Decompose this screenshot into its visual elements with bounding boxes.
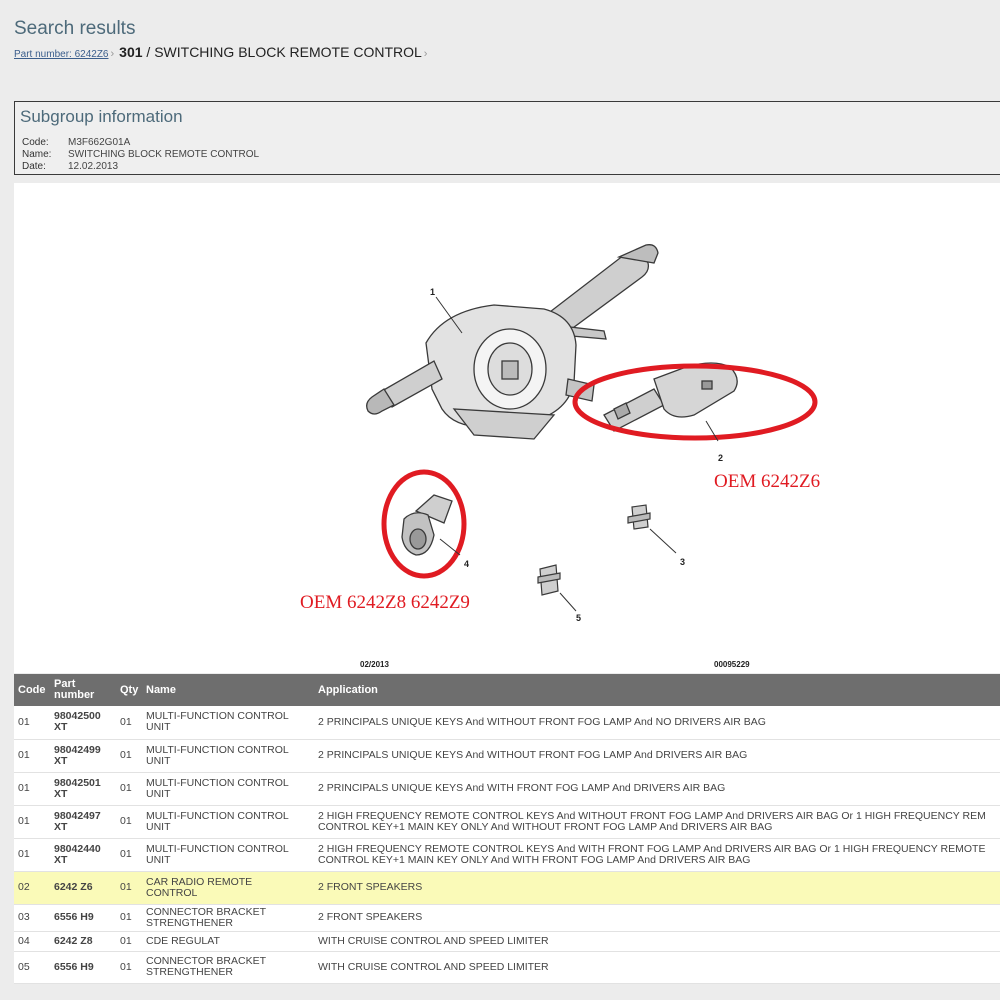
cell-code-line: 05 xyxy=(18,960,30,973)
cell-name-line: CONNECTOR BRACKET xyxy=(146,905,266,918)
cell-part-number xyxy=(50,706,116,739)
cell-name xyxy=(142,772,314,805)
cell-qty-line: 01 xyxy=(120,881,132,893)
cell-application-line: CONTROL KEY+1 MAIN KEY ONLY And WITHOUT FRONT FOG LAMP And DRIVERS AIR BAG xyxy=(318,820,773,833)
breadcrumb xyxy=(14,44,432,64)
cell-name-line: MULTI-FUNCTION CONTROL xyxy=(146,842,289,855)
cell-part-number xyxy=(50,951,116,983)
subgroup-date-row xyxy=(22,161,259,173)
cell-qty-line: 01 xyxy=(120,960,132,973)
cell-name-line: CONTROL xyxy=(146,886,198,899)
cell-qty-line: 01 xyxy=(120,848,132,860)
cell-qty xyxy=(116,904,142,931)
cell-name-line: CONNECTOR BRACKET xyxy=(146,955,266,967)
cell-name xyxy=(142,931,314,951)
cell-application-line: WITH CRUISE CONTROL AND SPEED LIMITER xyxy=(318,934,549,947)
cell-part-number xyxy=(50,739,116,772)
cell-name xyxy=(142,805,314,838)
cell-application-line: 2 HIGH FREQUENCY REMOTE CONTROL KEYS And WITHOUT FRONT FOG LAMP And DRIVERS AIR BAG Or 1 HIGH FREQUENCY REM xyxy=(318,809,986,822)
cell-code-line: 01 xyxy=(18,782,30,794)
cell-application xyxy=(314,951,1000,983)
cell-code xyxy=(14,805,50,838)
table-row[interactable] xyxy=(14,805,1000,838)
cell-code xyxy=(14,904,50,931)
cell-qty xyxy=(116,805,142,838)
cell-qty-line: 01 xyxy=(120,715,132,728)
table-row[interactable] xyxy=(14,706,1000,739)
cell-part-number-line: 98042497 xyxy=(54,809,101,822)
cell-name-line: UNIT xyxy=(146,787,171,800)
cell-code xyxy=(14,706,50,739)
cell-name-line: MULTI-FUNCTION CONTROL xyxy=(146,809,289,822)
breadcrumb-part-number-link[interactable]: Part number: 6242Z6 xyxy=(14,49,109,60)
cell-part-number-line: 6556 H9 xyxy=(54,960,94,973)
cell-code xyxy=(14,838,50,871)
cell-qty xyxy=(116,739,142,772)
subgroup-name-row xyxy=(22,149,259,161)
cell-qty-line: 01 xyxy=(120,911,132,923)
table-row[interactable] xyxy=(14,772,1000,805)
breadcrumb-end-separator-icon: › xyxy=(423,48,428,60)
cell-qty xyxy=(116,951,142,983)
cell-part-number-line: XT xyxy=(54,754,68,767)
breadcrumb-separator-icon: › xyxy=(110,48,115,60)
cell-name xyxy=(142,951,314,983)
cell-part-number-line: 6242 Z8 xyxy=(54,934,93,947)
cell-name-line: MULTI-FUNCTION CONTROL xyxy=(146,710,289,723)
column-header-application[interactable]: Application xyxy=(314,674,1000,706)
column-header-name[interactable]: Name xyxy=(142,674,314,706)
callout-4: 4 xyxy=(464,559,470,569)
cell-application-line: 2 PRINCIPALS UNIQUE KEYS And WITHOUT FRONT FOG LAMP And DRIVERS AIR BAG xyxy=(318,749,748,761)
cell-code-line: 01 xyxy=(18,848,30,860)
cruise-control-part-4 xyxy=(402,495,452,555)
subgroup-name-key: Name: xyxy=(22,149,52,160)
cell-qty-line: 01 xyxy=(120,782,132,794)
cell-name-line: CAR RADIO REMOTE xyxy=(146,875,253,888)
page-title: Search results xyxy=(14,18,136,39)
cell-code xyxy=(14,772,50,805)
subgroup-code-value: M3F662G01A xyxy=(68,137,131,148)
oem-label-2: OEM 6242Z8 6242Z9 xyxy=(300,592,470,613)
subgroup-details xyxy=(22,137,259,173)
parts-table xyxy=(14,674,1000,984)
cell-application xyxy=(314,931,1000,951)
cell-qty xyxy=(116,838,142,871)
cell-name xyxy=(142,706,314,739)
diagram-ref-code: 00095229 xyxy=(714,660,750,669)
cell-application xyxy=(314,739,1000,772)
subgroup-title: Subgroup information xyxy=(20,107,183,126)
diagram-date-code: 02/2013 xyxy=(360,660,389,669)
cell-code-line: 02 xyxy=(18,881,30,893)
callout-2: 2 xyxy=(718,453,724,463)
cell-part-number xyxy=(50,772,116,805)
cell-code xyxy=(14,871,50,904)
cell-part-number-line: 98042500 xyxy=(54,710,101,723)
callout-1: 1 xyxy=(430,287,436,297)
cell-code-line: 01 xyxy=(18,749,30,761)
leader-line-3 xyxy=(650,529,676,553)
cell-application xyxy=(314,904,1000,931)
cell-qty xyxy=(116,871,142,904)
parts-diagram xyxy=(14,183,1000,673)
cell-code xyxy=(14,931,50,951)
cell-part-number xyxy=(50,931,116,951)
cell-part-number xyxy=(50,871,116,904)
cell-application-line: 2 FRONT SPEAKERS xyxy=(318,881,423,893)
subgroup-date-value: 12.02.2013 xyxy=(68,161,119,172)
column-header-code[interactable]: Code xyxy=(14,674,50,706)
cell-code-line: 01 xyxy=(18,715,30,728)
cell-part-number-line: 6556 H9 xyxy=(54,911,94,923)
table-row[interactable] xyxy=(14,904,1000,931)
table-header-row xyxy=(14,674,1000,706)
column-header-part-line1: Part xyxy=(54,678,76,690)
table-row[interactable] xyxy=(14,838,1000,871)
cell-application xyxy=(314,871,1000,904)
parts-diagram-drawing xyxy=(14,183,1000,673)
cell-qty-line: 01 xyxy=(120,749,132,761)
cell-name xyxy=(142,871,314,904)
table-row[interactable] xyxy=(14,931,1000,951)
cell-qty xyxy=(116,772,142,805)
cell-qty xyxy=(116,931,142,951)
cell-part-number-line: XT xyxy=(54,721,68,734)
cell-name-line: MULTI-FUNCTION CONTROL xyxy=(146,743,289,756)
cell-qty xyxy=(116,706,142,739)
cell-application xyxy=(314,805,1000,838)
subgroup-name-value: SWITCHING BLOCK REMOTE CONTROL xyxy=(68,149,260,160)
cell-code xyxy=(14,951,50,983)
cell-name-line: CDE REGULAT xyxy=(146,934,220,947)
cell-qty-line: 01 xyxy=(120,815,132,827)
cell-code xyxy=(14,739,50,772)
subgroup-code-key: Code: xyxy=(22,137,49,148)
cell-code-line: 04 xyxy=(18,934,30,947)
cell-qty-line: 01 xyxy=(120,934,132,947)
bracket-part-5 xyxy=(538,565,560,595)
cell-part-number-line: 98042440 xyxy=(54,842,101,855)
leader-line-5 xyxy=(560,593,576,611)
breadcrumb-group-code: 301 xyxy=(119,44,143,60)
leader-line-4 xyxy=(440,539,460,555)
cell-part-number-line: XT xyxy=(54,787,68,800)
cell-application-line: 2 PRINCIPALS UNIQUE KEYS And WITH FRONT FOG LAMP And DRIVERS AIR BAG xyxy=(318,782,726,794)
cell-part-number xyxy=(50,904,116,931)
breadcrumb-slash: / xyxy=(142,44,155,60)
cell-application xyxy=(314,706,1000,739)
column-header-qty[interactable]: Qty xyxy=(116,674,142,706)
cell-name xyxy=(142,838,314,871)
cell-name-line: STRENGTHENER xyxy=(146,966,233,978)
cell-application-line: 2 HIGH FREQUENCY REMOTE CONTROL KEYS And WITH FRONT FOG LAMP And DRIVERS AIR BAG Or 1 HIGH FREQUENCY REMOTE xyxy=(318,842,986,855)
subgroup-code-row xyxy=(22,137,259,149)
callout-5: 5 xyxy=(576,613,582,623)
cell-name xyxy=(142,739,314,772)
table-row[interactable] xyxy=(14,739,1000,772)
cell-name-line: UNIT xyxy=(146,754,171,767)
cell-name-line: UNIT xyxy=(146,721,171,734)
subgroup-date-key: Date: xyxy=(22,161,46,172)
column-header-part-line2: number xyxy=(54,689,95,701)
cell-application-line: WITH CRUISE CONTROL AND SPEED LIMITER xyxy=(318,960,549,973)
cell-code-line: 01 xyxy=(18,815,30,827)
cell-name xyxy=(142,904,314,931)
table-row[interactable] xyxy=(14,951,1000,983)
cell-part-number-line: 6242 Z6 xyxy=(54,881,93,893)
subgroup-info-panel xyxy=(14,101,1000,175)
cell-application-line: 2 FRONT SPEAKERS xyxy=(318,911,423,923)
cell-name-line: UNIT xyxy=(146,853,171,866)
callout-3: 3 xyxy=(680,557,686,567)
cell-application-line: CONTROL KEY+1 MAIN KEY ONLY And WITH FRONT FOG LAMP And DRIVERS AIR BAG xyxy=(318,853,751,866)
cell-part-number xyxy=(50,838,116,871)
cell-application xyxy=(314,838,1000,871)
cell-name-line: MULTI-FUNCTION CONTROL xyxy=(146,776,289,789)
column-header-part-number[interactable] xyxy=(50,674,116,706)
cell-application xyxy=(314,772,1000,805)
table-row[interactable] xyxy=(14,871,1000,904)
oem-label-1: OEM 6242Z6 xyxy=(714,471,821,492)
cell-application-line: 2 PRINCIPALS UNIQUE KEYS And WITHOUT FRONT FOG LAMP And NO DRIVERS AIR BAG xyxy=(318,715,766,728)
cell-name-line: STRENGTHENER xyxy=(146,916,233,929)
cell-part-number-line: XT xyxy=(54,820,68,833)
cell-part-number-line: 98042501 xyxy=(54,776,101,789)
cell-part-number xyxy=(50,805,116,838)
breadcrumb-group-name: SWITCHING BLOCK REMOTE CONTROL xyxy=(154,44,422,60)
cell-code-line: 03 xyxy=(18,911,30,923)
cell-part-number-line: 98042499 xyxy=(54,743,101,756)
cell-part-number-line: XT xyxy=(54,853,68,866)
cell-name-line: UNIT xyxy=(146,820,171,833)
bracket-part-3 xyxy=(628,505,650,529)
